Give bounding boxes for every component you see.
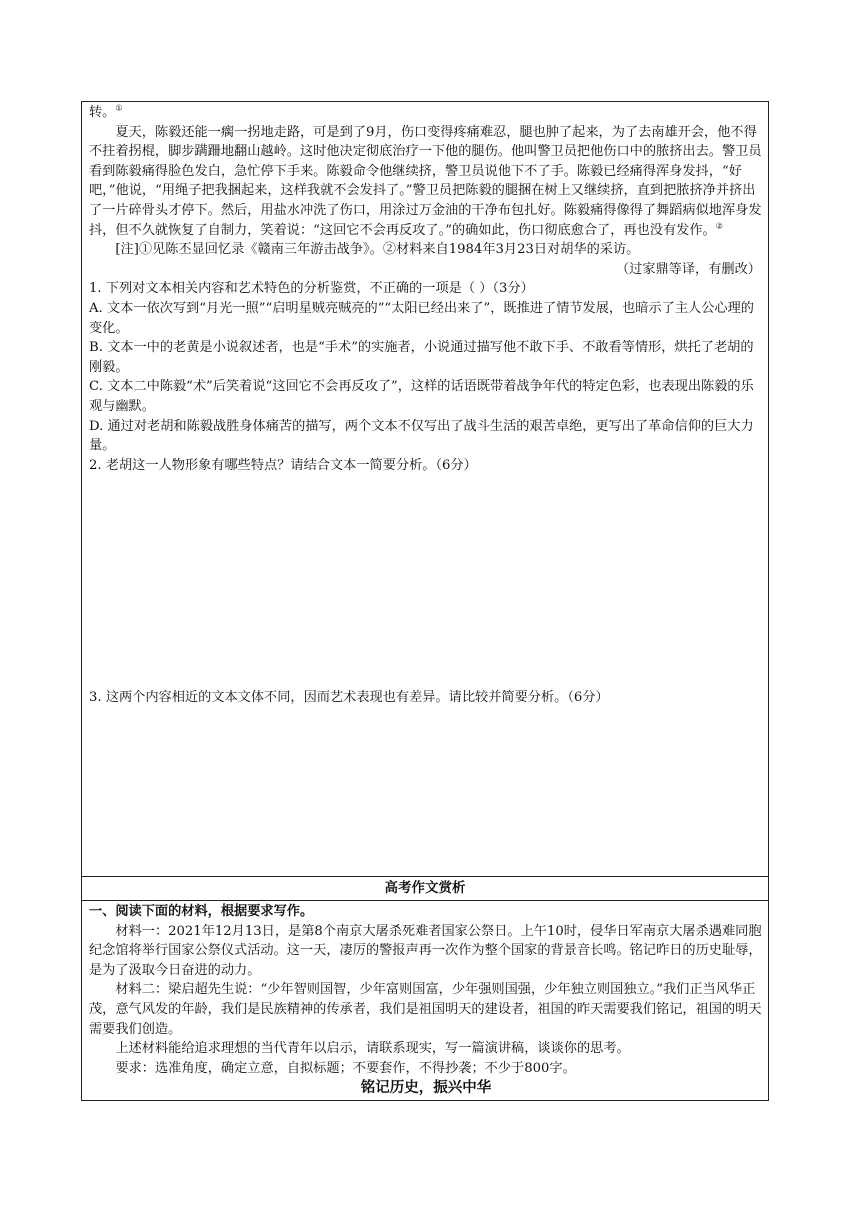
question-1-option-b: B. 文本一中的老黄是小说叙述者，也是“手术”的实施者，小说通过描写他不敢下手、不敢看等情形，烘托了老胡的刚毅。 — [89, 340, 754, 375]
essay-material-1: 材料一：2021年12月13日，是第8个南京大屠杀死难者国家公祭日。上午10时，侵华日军南京大屠杀遇难同胞纪念馆将举行国家公祭仪式活动。这一天，凄厉的警报声再一次作为整个国家的背景音长鸣。铭记昨日的历史耻辱，是为了汲取今日奋进的动力。 — [89, 923, 762, 978]
passage-line0-text: 转。 — [89, 105, 116, 120]
question-2: 2. 老胡这一人物形象有哪些特点？请结合文本一简要分析。（6分） — [89, 457, 477, 473]
question-1-option-d: D. 通过对老胡和陈毅战胜身体痛苦的描写，两个文本不仅写出了战斗生活的艰苦卓绝，更写出了革命信仰的巨大力量。 — [89, 418, 754, 454]
passage-para1-text: 夏天，陈毅还能一瘸一拐地走路，可是到了9月，伤口变得疼痛难忍，腿也肿了起来，为了去南雄开会，他不得不拄着拐棍，脚步蹒跚地翻山越岭。这时他决定彻底治疗一下他的腿伤。他叫警卫员把他伤口中的脓挤出去。警卫员看到陈毅痛得脸色发白，急忙停下手来。陈毅命令他继续挤，警卫员说他下不了手。陈毅已经痛得浑身发抖，“好吧，”他说，“用绳子把我捆起来，这样我就不会发抖了。”警卫员把陈毅的腿捆在树上又继续挤，直到把脓挤净并挤出了一片碎骨头才停下。然后，用盐水冲洗了伤口，用涂过万金油的干净布包扎好。陈毅痛得像得了舞蹈病似地浑身发抖，但不久就恢复了自制力，笑着说：“这回它不会再反攻了。”的确如此，伤口彻底愈合了，再也没有发作。 — [89, 124, 762, 238]
essay-material-2: 材料二：梁启超先生说：“少年智则国智，少年富则国富，少年强则国强，少年独立则国独立。”我们正当风华正茂，意气风发的年龄，我们是民族精神的传承者，我们是祖国明天的建设者，祖国的昨天需要我们铭记，祖国的明天需要我们创造。 — [89, 982, 762, 1037]
essay-requirements: 要求：选准角度，确定立意，自拟标题；不要套作，不得抄袭；不少于800字。 — [115, 1060, 576, 1076]
passage-block — [89, 103, 763, 475]
footnote-mark-2: ② — [715, 221, 723, 231]
essay-title: 铭记历史，振兴中华 — [360, 1080, 492, 1097]
question-3-block — [89, 688, 763, 708]
passage-annotation: [注]①见陈丕显回忆录《赣南三年游击战争》。②材料来自1984年3月23日对胡华的采访。 — [115, 242, 640, 258]
essay-block — [89, 902, 763, 1099]
essay-heading: 一、阅读下面的材料，根据要求写作。 — [89, 904, 314, 919]
question-1: 1. 下列对文本相关内容和艺术特色的分析鉴赏，不正确的一项是（ ）（3分） — [89, 281, 534, 297]
essay-task: 上述材料能给追求理想的当代青年以启示，请联系现实，写一篇演讲稿，谈谈你的思考。 — [115, 1041, 630, 1057]
passage-para1 — [89, 123, 763, 241]
question-1-option-a: A. 文本一依次写到“月光一照”“启明星贼亮贼亮的”“太阳已经出来了”，既推进了情节发展，也暗示了主人公心理的变化。 — [89, 300, 754, 336]
question-1-option-c: C. 文本二中陈毅“术”后笑着说“这回它不会再反攻了”，这样的话语既带着战争年代的特定色彩，也表现出陈毅的乐观与幽默。 — [89, 379, 754, 414]
section-title: 高考作文赏析 — [384, 880, 466, 896]
passage-line0 — [89, 103, 763, 123]
passage-source: （过家鼎等译，有删改） — [615, 261, 761, 277]
question-3: 3. 这两个内容相近的文本文体不同，因而艺术表现也有差异。请比较并简要分析。（6分） — [89, 690, 609, 705]
footnote-mark-1: ① — [115, 103, 123, 113]
